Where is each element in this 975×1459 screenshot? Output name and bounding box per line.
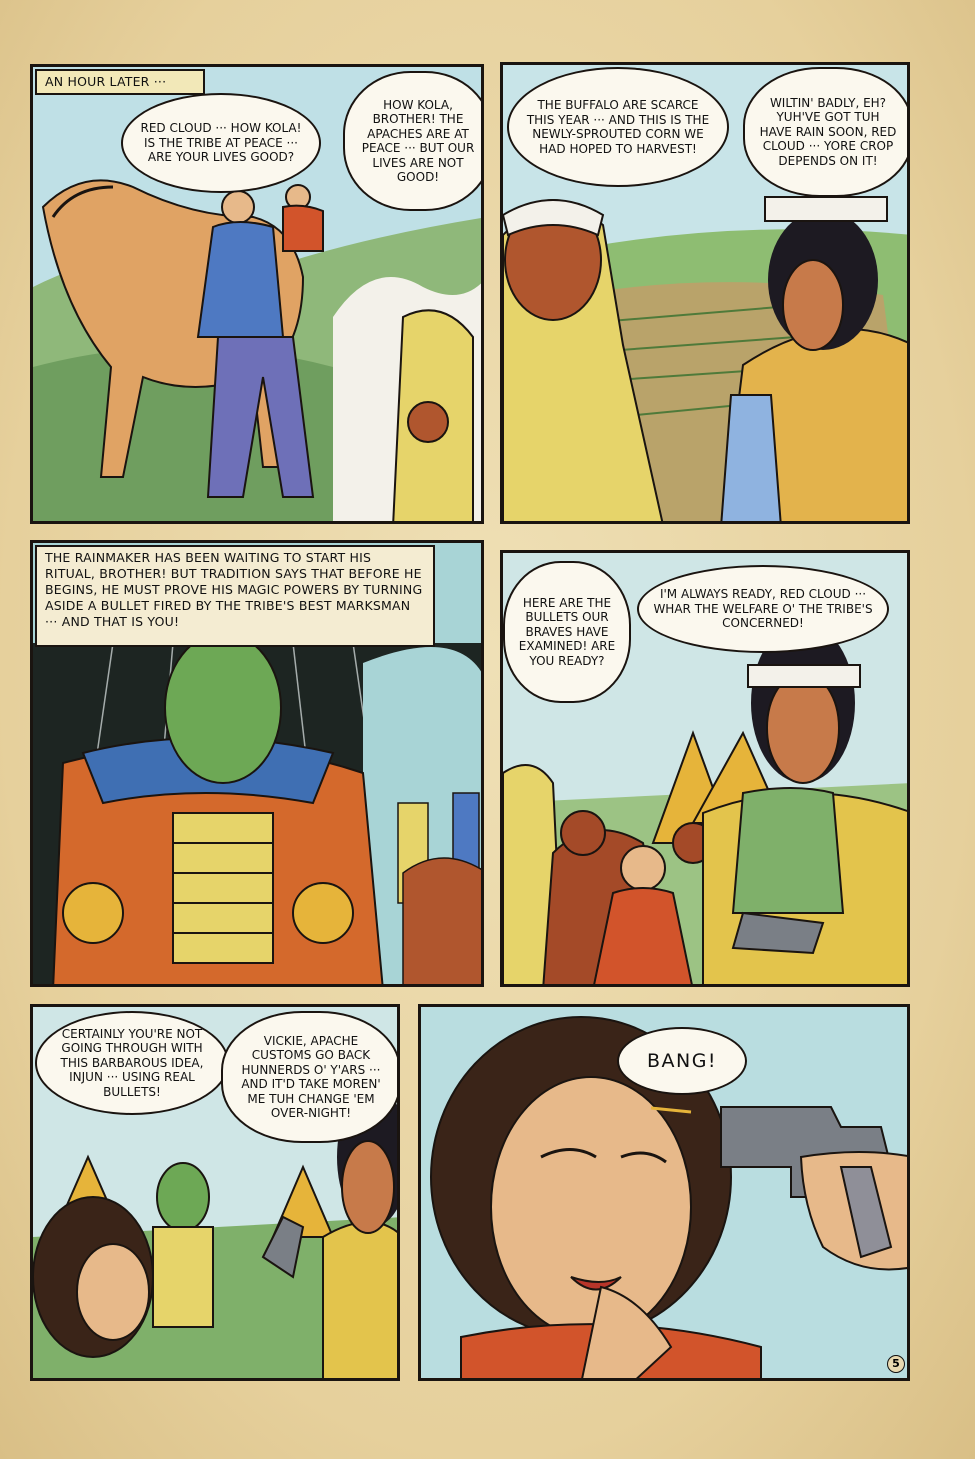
panel-1 (30, 64, 484, 524)
panel-3 (30, 540, 484, 987)
panel-2 (500, 62, 910, 524)
panel-1-bubble-2: HOW KOLA, BROTHER! THE APACHES ARE AT PEACE ··· BUT OUR LIVES ARE NOT GOOD! (343, 71, 484, 211)
panel-5-bubble-2: VICKIE, APACHE CUSTOMS GO BACK HUNNERDS O' Y'ARS ··· AND IT'D TAKE MOREN' ME TUH CHANGE 'EM OVER-NIGHT! (221, 1011, 400, 1143)
panel-2-bubble-1: THE BUFFALO ARE SCARCE THIS YEAR ··· AND THIS IS THE NEWLY-SPROUTED CORN WE HAD HOPED TO HARVEST! (507, 67, 729, 187)
panel-6-sfx-balloon: BANG! (617, 1027, 747, 1095)
panel-4-bubble-2: I'M ALWAYS READY, RED CLOUD ··· WHAR THE WELFARE O' THE TRIBE'S CONCERNED! (637, 565, 889, 653)
panel-6 (418, 1004, 910, 1381)
panel-4 (500, 550, 910, 987)
panel-5-bubble-1: CERTAINLY YOU'RE NOT GOING THROUGH WITH THIS BARBAROUS IDEA, INJUN ··· USING REAL BULLETS! (35, 1011, 229, 1115)
panel-5 (30, 1004, 400, 1381)
panel-1-bubble-1: RED CLOUD ··· HOW KOLA! IS THE TRIBE AT PEACE ··· ARE YOUR LIVES GOOD? (121, 93, 321, 193)
panel-4-bubble-1: HERE ARE THE BULLETS OUR BRAVES HAVE EXAMINED! ARE YOU READY? (503, 561, 631, 703)
panel-2-bubble-2: WILTIN' BADLY, EH? YUH'VE GOT TUH HAVE RAIN SOON, RED CLOUD ··· YORE CROP DEPENDS ON IT! (743, 67, 910, 197)
panel-1-caption: AN HOUR LATER ··· (35, 69, 205, 95)
panel-3-caption: THE RAINMAKER HAS BEEN WAITING TO START HIS RITUAL, BROTHER! BUT TRADITION SAYS THAT BEFORE HE BEGINS, HE MUST PROVE HIS MAGIC POWERS BY TURNING ASIDE A BULLET FIRED BY THE TRIBE'S BEST MARKSMAN ··· AND THAT IS YOU! (35, 545, 435, 647)
page-number: 5 (887, 1355, 905, 1373)
